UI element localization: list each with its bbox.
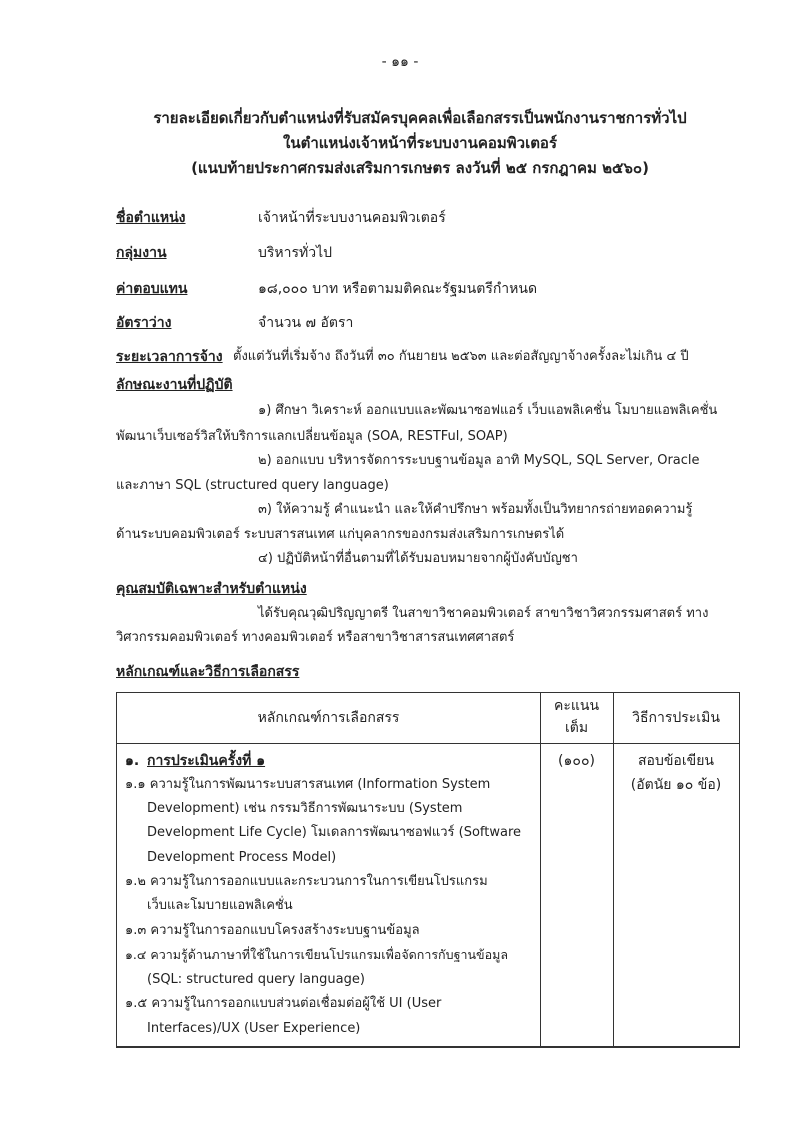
criteria-item-line: ๑.๒ ความรู้ในการออกแบบและกระบวนการในการเขียนโปรแกรม [125, 874, 488, 889]
section-heading: ลักษณะงานที่ปฏิบัติ [116, 377, 233, 393]
duty-line: ๒) ออกแบบ บริหารจัดการระบบฐานข้อมูล อาทิ MySQL, SQL Server, Oracle [258, 453, 700, 468]
title-line-1: รายละเอียดเกี่ยวกับตำแหน่งที่รับสมัครบุคคลเพื่อเลือกสรรเป็นพนักงานราชการทั่วไป [153, 109, 687, 127]
criteria-item-line: Development) เช่น กรรมวิธีการพัฒนาระบบ (System [147, 801, 463, 816]
criteria-item-line: (SQL: structured query language) [147, 972, 365, 987]
criteria-table [116, 692, 740, 1048]
method-line: (อัตนัย ๑๐ ข้อ) [630, 777, 722, 793]
criteria-item-line: ๑.๑ ความรู้ในการพัฒนาระบบสารสนเทศ (Information System [125, 777, 491, 792]
qualification-line: ได้รับคุณวุฒิปริญญาตรี ในสาขาวิชาคอมพิวเตอร์ สาขาวิชาวิศวกรรมศาสตร์ ทาง [258, 606, 709, 621]
duty-line: ๓) ให้ความรู้ คำแนะนำ และให้คำปรึกษา พร้อมทั้งเป็นวิทยากรถ่ายทอดความรู้ [258, 502, 693, 517]
criteria-item-line: Interfaces)/UX (User Experience) [147, 1021, 361, 1036]
header-criteria: หลักเกณฑ์การเลือกสรร [257, 710, 400, 726]
field-label: ระยะเวลาการจ้าง [116, 349, 223, 365]
column-divider [613, 693, 614, 1046]
field-value: จำนวน ๗ อัตรา [258, 315, 354, 331]
header-score-line2: เต็ม [564, 720, 589, 736]
criteria-item-line: เว็บและโมบายแอพลิเคชั่น [147, 898, 293, 913]
header-score-line1: คะแนน [553, 698, 600, 714]
duty-line: และภาษา SQL (structured query language) [116, 478, 389, 493]
field-value: เจ้าหน้าที่ระบบงานคอมพิวเตอร์ [258, 210, 446, 226]
page-number: - ๑๑ - [381, 54, 419, 70]
duty-line: ด้านระบบคอมพิวเตอร์ ระบบสารสนเทศ แก่บุคลากรของกรมส่งเสริมการเกษตรได้ [116, 527, 565, 542]
section-heading: คุณสมบัติเฉพาะสำหรับตำแหน่ง [116, 581, 307, 597]
section-number: ๑. [125, 753, 140, 769]
field-value: บริหารทั่วไป [258, 245, 333, 261]
field-label: ค่าตอบแทน [116, 281, 188, 297]
duty-line: ๑) ศึกษา วิเคราะห์ ออกแบบและพัฒนาซอฟแอร์ เว็บแอพลิเคชั่น โมบายแอพลิเคชั่น [258, 403, 718, 418]
header-method: วิธีการประเมิน [632, 710, 720, 726]
section-heading: หลักเกณฑ์และวิธีการเลือกสรร [116, 664, 300, 680]
score-value: (๑๐๐) [558, 753, 595, 769]
qualification-line: วิศวกรรมคอมพิวเตอร์ ทางคอมพิวเตอร์ หรือสาขาวิชาสารสนเทศศาสตร์ [116, 630, 515, 645]
field-value: ตั้งแต่วันที่เริ่มจ้าง ถึงวันที่ ๓๐ กันยายน ๒๕๖๓ และต่อสัญญาจ้างครั้งละไม่เกิน ๔ ปี [233, 349, 689, 364]
criteria-item-line: ๑.๔ ความรู้ด้านภาษาที่ใช้ในการเขียนโปรแกรมเพื่อจัดการกับฐานข้อมูล [125, 947, 508, 962]
criteria-item-line: ๑.๕ ความรู้ในการออกแบบส่วนต่อเชื่อมต่อผู้ใช้ UI (User [125, 996, 442, 1011]
header-divider [117, 743, 739, 744]
field-label: ชื่อตำแหน่ง [116, 210, 186, 226]
duty-line: ๔) ปฏิบัติหน้าที่อื่นตามที่ได้รับมอบหมายจากผู้บังคับบัญชา [258, 551, 578, 566]
field-value: ๑๘,๐๐๐ บาท หรือตามมติคณะรัฐมนตรีกำหนด [258, 281, 538, 297]
criteria-item-line: Development Process Model) [147, 850, 337, 865]
section-title: การประเมินครั้งที่ ๑ [147, 753, 266, 769]
column-divider [540, 693, 541, 1046]
title-line-2: ในตำแหน่งเจ้าหน้าที่ระบบงานคอมพิวเตอร์ [283, 134, 557, 152]
field-label: กลุ่มงาน [116, 245, 167, 261]
criteria-item-line: ๑.๓ ความรู้ในการออกแบบโครงสร้างระบบฐานข้อมูล [125, 923, 420, 938]
title-line-3: (แนบท้ายประกาศกรมส่งเสริมการเกษตร ลงวันที่ ๒๕ กรกฎาคม ๒๕๖๐) [191, 159, 649, 177]
criteria-item-line: Development Life Cycle) โมเดลการพัฒนาซอฟแวร์ (Software [147, 825, 522, 840]
field-label: อัตราว่าง [116, 315, 172, 331]
duty-line: พัฒนาเว็บเซอร์วิสให้บริการแลกเปลี่ยนข้อมูล (SOA, RESTFul, SOAP) [116, 429, 508, 444]
method-line: สอบข้อเขียน [638, 753, 714, 769]
